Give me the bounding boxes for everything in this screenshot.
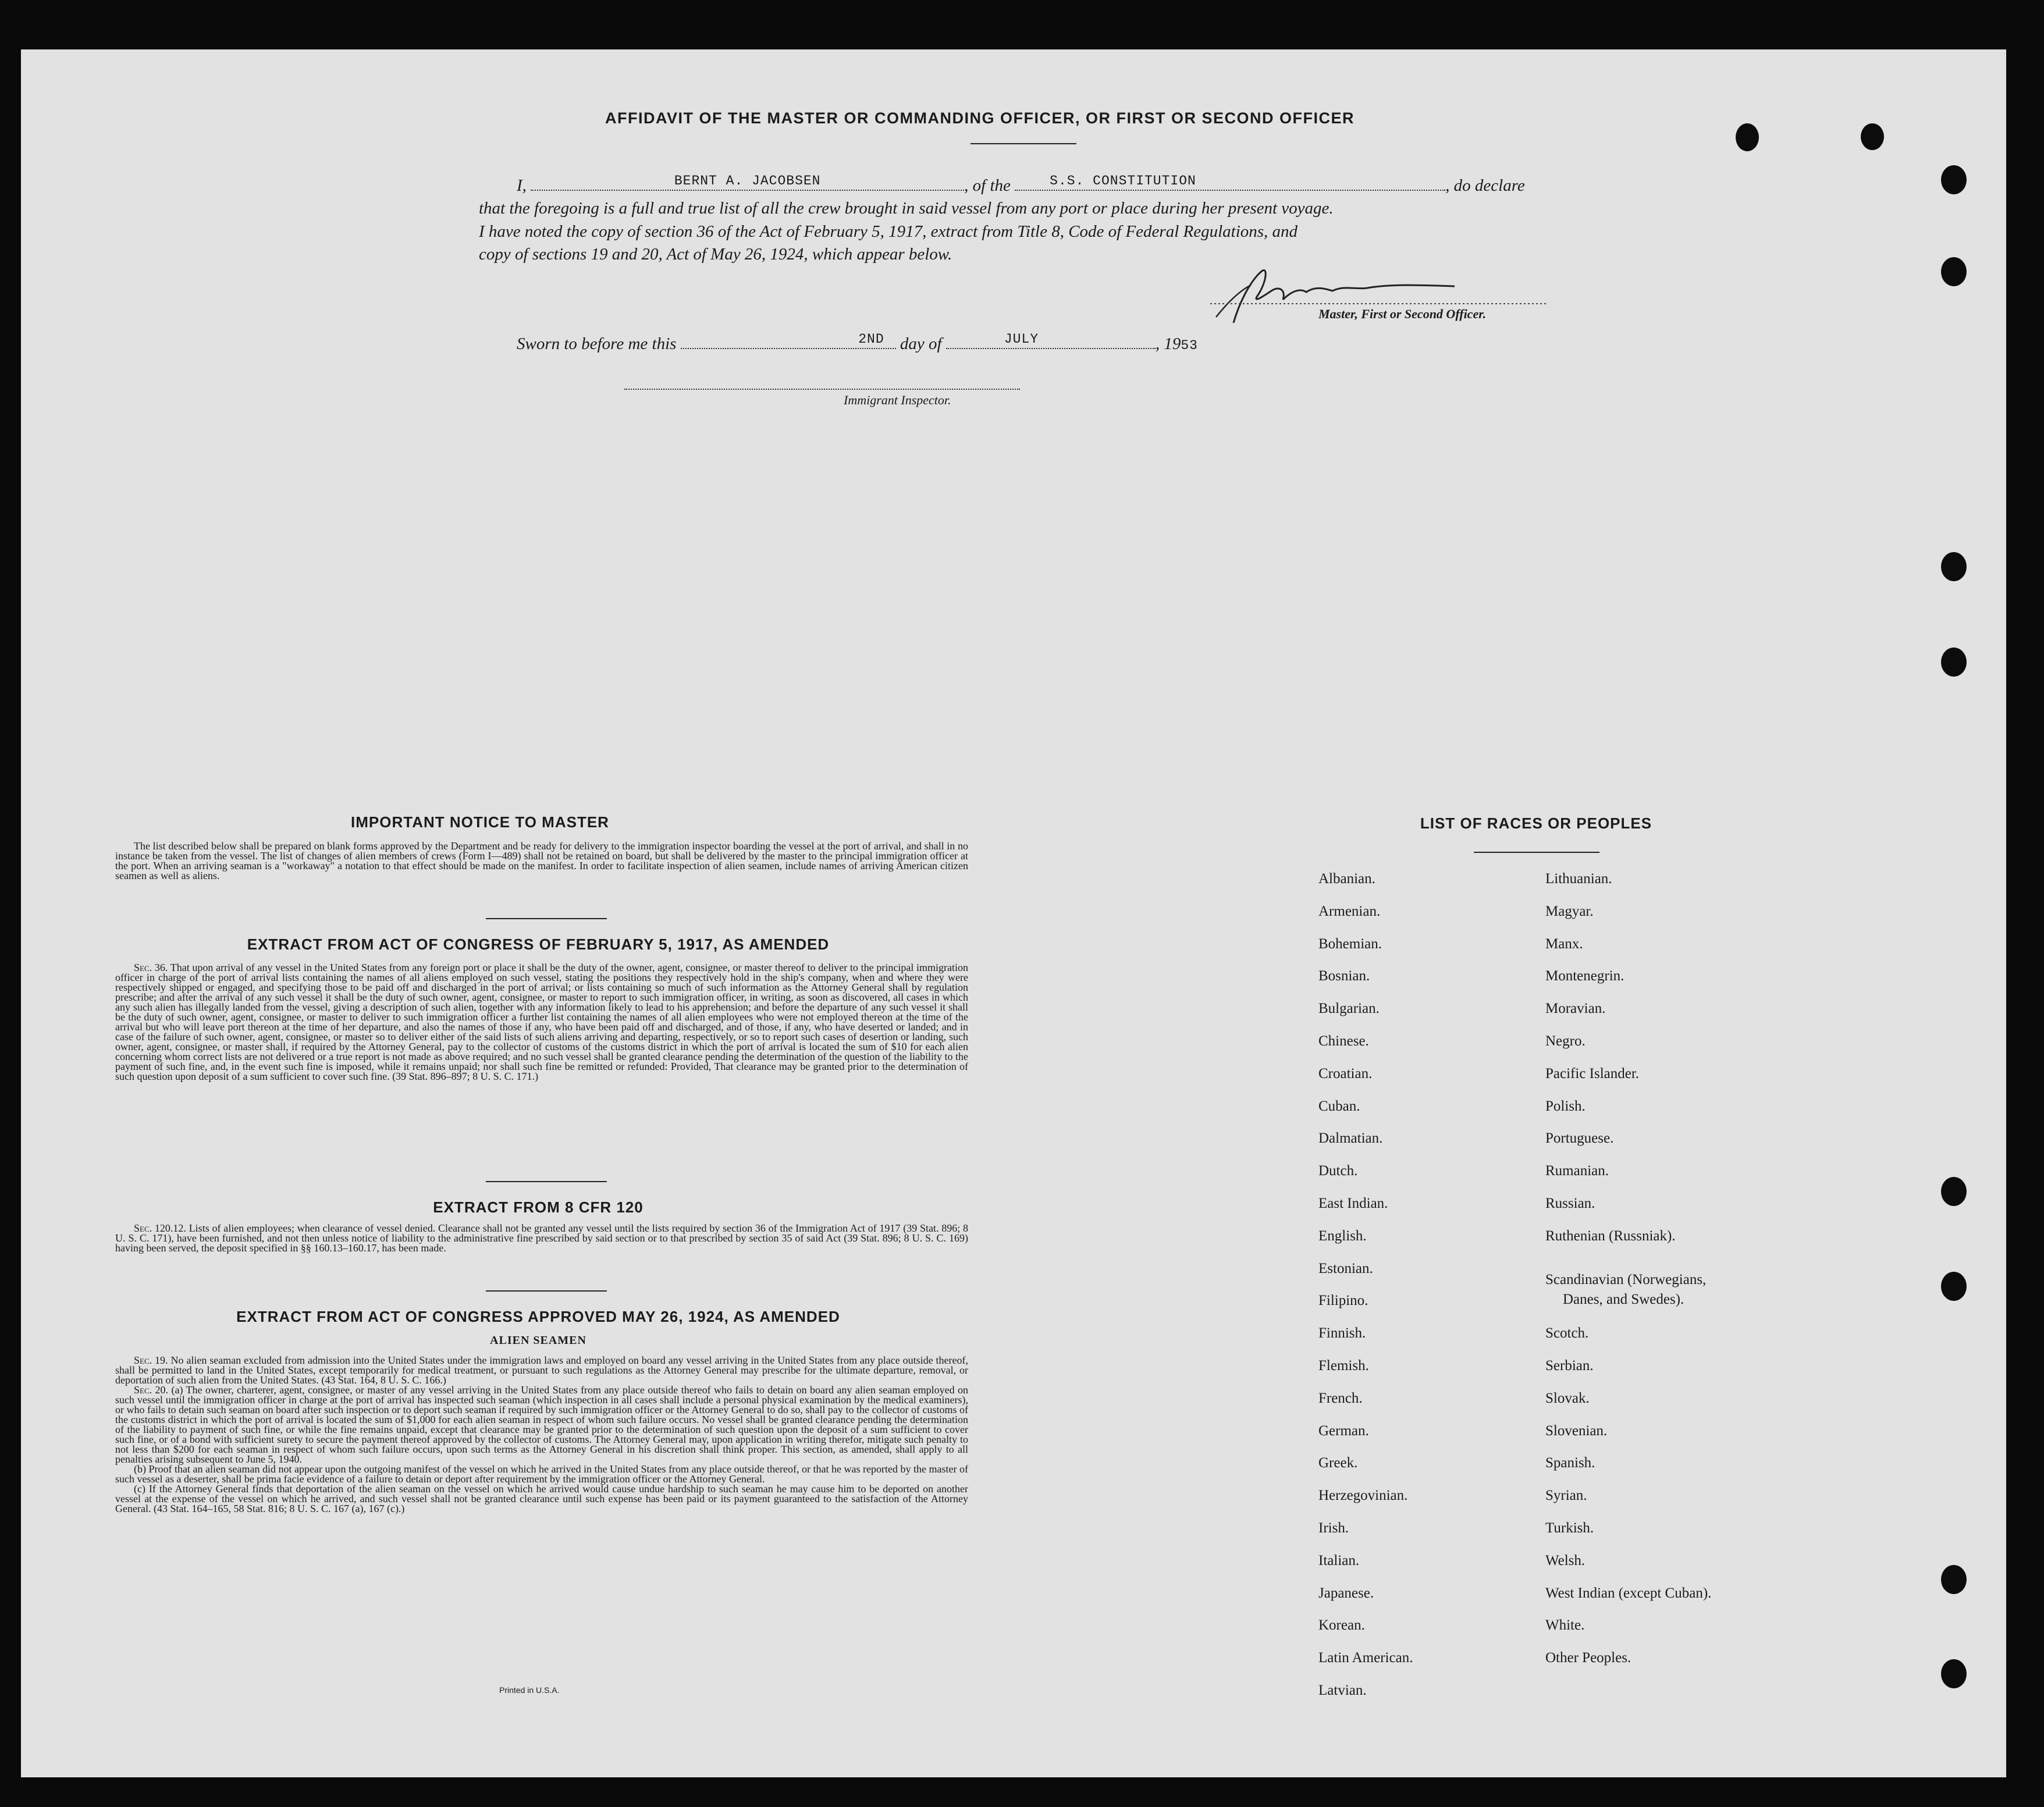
race-item: Bohemian. bbox=[1318, 935, 1382, 952]
of-the-label: , of the bbox=[964, 176, 1011, 195]
extract-1917-title: EXTRACT FROM ACT OF CONGRESS OF FEBRUARY 5, 1917, AS AMENDED bbox=[247, 935, 830, 953]
declaration-line-3: I have noted the copy of section 36 of the Act of February 5, 1917, extract from Title 8, Code of Federal Regulations, and bbox=[479, 222, 1298, 241]
race-item: French. bbox=[1318, 1390, 1363, 1406]
race-item: Croatian. bbox=[1318, 1065, 1373, 1082]
race-item: Japanese. bbox=[1318, 1585, 1374, 1601]
sworn-label: Sworn to before me this bbox=[517, 335, 677, 353]
extract-1917-body bbox=[115, 963, 968, 1082]
sworn-day: 2ND bbox=[858, 332, 884, 347]
sec-19-label: Sec. 19. bbox=[134, 1354, 168, 1366]
sworn-month-field bbox=[946, 333, 1156, 349]
race-item: Other Peoples. bbox=[1545, 1650, 1631, 1666]
affidavit-title: AFFIDAVIT OF THE MASTER OR COMMANDING OFFICER, OR FIRST OR SECOND OFFICER bbox=[605, 109, 1355, 127]
sec-20-label: Sec. 20. bbox=[134, 1384, 169, 1396]
signature-role: Master, First or Second Officer. bbox=[1318, 307, 1487, 321]
master-signature bbox=[1199, 256, 1548, 337]
race-item: German. bbox=[1318, 1422, 1369, 1439]
race-item: Magyar. bbox=[1545, 903, 1594, 919]
year-suffix: 53 bbox=[1181, 338, 1198, 353]
race-item: East Indian. bbox=[1318, 1196, 1388, 1211]
inspector-label: Immigrant Inspector. bbox=[844, 393, 951, 407]
vessel-name-field bbox=[1015, 175, 1445, 191]
race-item: English. bbox=[1318, 1228, 1367, 1244]
section-rule bbox=[486, 918, 607, 919]
race-item: West Indian (except Cuban). bbox=[1545, 1585, 1712, 1601]
punch-hole bbox=[1941, 1177, 1967, 1206]
race-item: Rumanian. bbox=[1545, 1163, 1609, 1179]
title-rule bbox=[971, 143, 1076, 144]
race-item: Danes, and Swedes). bbox=[1563, 1291, 1684, 1307]
race-item: Korean. bbox=[1318, 1617, 1365, 1634]
race-item: Welsh. bbox=[1545, 1552, 1586, 1568]
race-item: Spanish. bbox=[1545, 1455, 1595, 1471]
race-item: Pacific Islander. bbox=[1545, 1065, 1640, 1082]
notice-body bbox=[115, 841, 968, 881]
race-item: White. bbox=[1545, 1617, 1585, 1634]
declaration-line-1 bbox=[517, 175, 1525, 195]
race-item: Ruthenian (Russniak). bbox=[1545, 1228, 1676, 1244]
race-item: Bulgarian. bbox=[1318, 1001, 1380, 1017]
races-rule bbox=[1474, 852, 1599, 853]
race-item: Italian. bbox=[1318, 1552, 1360, 1568]
sec-120-label: Sec. 120.12. bbox=[134, 1222, 186, 1234]
race-item: Moravian. bbox=[1545, 1001, 1606, 1017]
race-item: Estonian. bbox=[1318, 1260, 1373, 1276]
race-item: Slovenian. bbox=[1545, 1422, 1608, 1439]
alien-seamen-subtitle: ALIEN SEAMEN bbox=[490, 1334, 586, 1347]
vessel-name: S.S. CONSTITUTION bbox=[1050, 173, 1196, 188]
race-item: Chinese. bbox=[1318, 1033, 1369, 1049]
race-item: Slovak. bbox=[1545, 1390, 1590, 1406]
extract-cfr-body bbox=[115, 1223, 968, 1253]
punch-hole bbox=[1941, 1565, 1967, 1594]
section-rule bbox=[486, 1290, 607, 1292]
punch-hole bbox=[1861, 123, 1884, 150]
notice-text: The list described below shall be prepared on blank forms approved by the Department and be ready for delivery to the immigration inspector boarding the vessel at the port of arrival, and shall in no instance be taken from the vessel. The list of changes of alien members of crews (Form I—489) shall not be retained on board, but shall be delivered by the master to the principal immigration officer at the port. When an arriving seaman is a "workaway" a notation to that effect should be made on the manifest. In order to facilitate inspection of alien seamen, include names of arriving American citizen seamen as well as aliens. bbox=[115, 840, 968, 881]
extract-1924-body bbox=[115, 1356, 968, 1514]
race-item: Dutch. bbox=[1318, 1163, 1358, 1179]
sec-19-text: No alien seaman excluded from admission into the United States under the immigration laws and employed on board any vessel arriving in the United States from any place outside thereof, shall be permitted to land in the United States, except temporarily for medical treatment, or pursuant to such regulations as the Attorney General may prescribe for the ultimate departure, removal, or deportation of such alien from the United States. (43 Stat. 164, 8 U. S. C. 166.) bbox=[115, 1354, 969, 1386]
punch-hole bbox=[1941, 257, 1967, 286]
punch-hole bbox=[1736, 123, 1759, 151]
extract-1924-title: EXTRACT FROM ACT OF CONGRESS APPROVED MAY 26, 1924, AS AMENDED bbox=[236, 1308, 840, 1325]
year-prefix: , 19 bbox=[1155, 335, 1181, 353]
sworn-line bbox=[517, 333, 1198, 354]
race-item: Herzegovinian. bbox=[1318, 1488, 1408, 1504]
punch-hole bbox=[1941, 1272, 1967, 1301]
printed-in-usa: Printed in U.S.A. bbox=[499, 1685, 560, 1695]
race-item: Lithuanian. bbox=[1545, 871, 1612, 887]
race-item: Portuguese. bbox=[1545, 1130, 1614, 1147]
i-label: I, bbox=[517, 176, 527, 195]
race-item: Montenegrin. bbox=[1545, 968, 1624, 984]
day-of-label: day of bbox=[900, 335, 942, 353]
race-item: Polish. bbox=[1545, 1098, 1586, 1114]
race-item: Cuban. bbox=[1318, 1098, 1360, 1114]
race-item: Albanian. bbox=[1318, 871, 1375, 887]
race-item: Bosnian. bbox=[1318, 968, 1370, 984]
sec-20b-text: (b) Proof that an alien seaman did not appear upon the outgoing manifest of the vessel on which he arrived in the United States from any place outside thereof, or that he was reported by the master of such vessel as a deserter, shall be prima facie evidence of a failure to detain or deport after requirement by the immigration officer or the Attorney General. bbox=[115, 1463, 968, 1485]
sec-120-text: Lists of alien employees; when clearance of vessel denied. Clearance shall not be granted any vessel until the lists required by section 36 of the Immigration Act of 1917 (39 Stat. 896; 8 U. S. C. 171), have been furnished, and not then unless notice of liability to the administrative fine prescribed by said section or to that prescribed by section 35 of said Act (39 Stat. 896; 8 U. S. C. 169) having been served, the deposit specified in §§ 160.13–160.17, has been made. bbox=[115, 1222, 969, 1254]
punch-hole bbox=[1941, 552, 1967, 581]
race-item: Greek. bbox=[1318, 1455, 1358, 1471]
race-item: Flemish. bbox=[1318, 1358, 1369, 1374]
race-item: Dalmatian. bbox=[1318, 1130, 1383, 1147]
sec-20c-text: (c) If the Attorney General finds that deportation of the alien seaman on the vessel on which he arrived would cause undue hardship to such seaman he may cause him to be deported on another vessel at the expense of the vessel on which he arrived, and such vessel shall not be granted clearance until such expense has been paid or its payment guaranteed to the satisfaction of the Attorney General. (43 Stat. 164–165, 58 Stat. 816; 8 U. S. C. 167 (a), 167 (c).) bbox=[115, 1483, 968, 1514]
sec-36-label: Sec. 36. bbox=[134, 962, 168, 973]
race-item: Scandinavian (Norwegians, bbox=[1545, 1272, 1707, 1288]
declaration-line-2: that the foregoing is a full and true list of all the crew brought in said vessel from any port or place during her present voyage. bbox=[479, 199, 1334, 218]
declaration-line-4: copy of sections 19 and 20, Act of May 26, 1924, which appear below. bbox=[479, 245, 952, 264]
punch-hole bbox=[1941, 1659, 1967, 1688]
race-item: Russian. bbox=[1545, 1196, 1595, 1211]
race-item: Latvian. bbox=[1318, 1682, 1367, 1698]
inspector-signature-line bbox=[624, 389, 1020, 390]
master-name-field bbox=[531, 175, 964, 191]
section-rule bbox=[486, 1181, 607, 1182]
race-item: Negro. bbox=[1545, 1033, 1586, 1049]
punch-hole bbox=[1941, 648, 1967, 677]
race-item: Latin American. bbox=[1318, 1650, 1413, 1666]
race-item: Scotch. bbox=[1545, 1325, 1589, 1342]
sworn-day-field bbox=[681, 333, 896, 349]
sec-20a-text: (a) The owner, charterer, agent, consignee, or master of any vessel arriving in the United States from any place outside thereof who fails to detain on board any alien seaman employed on such vessel until the immigration officer in charge at the port of arrival has inspected such seaman (which inspection in all cases shall include a personal physical examination by the medical examiners), or who fails to detain such seaman on board after such inspection or to deport such seaman if required by such immigration officer or the Attorney General to do so, shall pay to the collector of customs of the customs district in which the port of arrival is located the sum of $1,000 for each alien seaman in respect of whom such failure occurs. No vessel shall be granted clearance pending the determination of the liability to payment of such fine, or while the fine remains unpaid, except that clearance may be granted prior to the determination of such question upon the deposit of a sum sufficient to cover such fine, or of a bond with sufficient surety to secure the payment thereof approved by the collector of customs. The Attorney General may, upon application in writing therefor, mitigate such penalty to not less than $200 for each seaman in respect of whom such failure occurs, upon such terms as the Attorney General in his discretion shall think proper. This section, as amended, shall apply to all penalties arising subsequent to June 5, 1940. bbox=[115, 1384, 969, 1465]
race-item: Armenian. bbox=[1318, 903, 1381, 919]
race-item: Finnish. bbox=[1318, 1325, 1366, 1342]
race-item: Irish. bbox=[1318, 1520, 1349, 1536]
race-item: Serbian. bbox=[1545, 1358, 1594, 1374]
do-declare-label: , do declare bbox=[1445, 176, 1525, 195]
race-item: Turkish. bbox=[1545, 1520, 1594, 1536]
sworn-month: JULY bbox=[1004, 332, 1039, 347]
document-page bbox=[21, 49, 2006, 1777]
master-name: BERNT A. JACOBSEN bbox=[674, 173, 821, 188]
extract-cfr-title: EXTRACT FROM 8 CFR 120 bbox=[433, 1198, 644, 1216]
race-item: Manx. bbox=[1545, 935, 1583, 952]
notice-title: IMPORTANT NOTICE TO MASTER bbox=[351, 813, 609, 831]
race-item: Filipino. bbox=[1318, 1293, 1368, 1309]
sec-36-text: That upon arrival of any vessel in the United States from any foreign port or place it shall be the duty of the owner, agent, consignee, or master thereof to deliver to the principal immigration officer in charge of the port of arrival lists containing the names of all aliens employed on such vessel, stating the positions they respectively hold in the ship's company, when and where they were respectively shipped or engaged, and specifying those to be paid off and discharged in the port of arrival; or lists containing so much of such information as the Attorney General shall by regulation prescribe; and after the arrival of any such vessel it shall be the duty of such owner, agent, consignee, or master to report to such immigration officer, in writing, as soon as discovered, all cases in which any such alien has illegally landed from the vessel, giving a description of such alien, together with any information likely to lead to his apprehension; and before the departure of any such vessel it shall be the duty of such owner, agent, consignee, or master to deliver to such immigration officer a further list containing the names of all alien employees who were not employed thereon at the time of the arrival but who will leave port thereon at the time of her departure, and also the names of those if any, who have been paid off and discharged, and of those, if any, who have deserted or landed; and in case of the failure of such owner, agent, consignee, or master so to deliver either of the said lists of such aliens arriving and departing, respectively, or so to report such cases of desertion or landing, such owner, agent, consignee, or master shall, if required by the Attorney General, pay to the collector of customs of the customs district in which the port of arrival is located the sum of $10 for each alien concerning whom correct lists are not delivered or a true report is not made as above required; and no such vessel shall be granted clearance pending the determination of the question of the liability to the payment of such fine, and, in the event such fine is imposed, while it remains unpaid; nor shall such fine be remitted or refunded: Provided, That clearance may be granted prior to the determination of such question upon deposit of a sum sufficient to cover such fine. (39 Stat. 896–897; 8 U. S. C. 171.) bbox=[115, 962, 968, 1082]
races-title: LIST OF RACES OR PEOPLES bbox=[1420, 814, 1652, 832]
race-item: Syrian. bbox=[1545, 1488, 1587, 1504]
punch-hole bbox=[1941, 165, 1967, 194]
